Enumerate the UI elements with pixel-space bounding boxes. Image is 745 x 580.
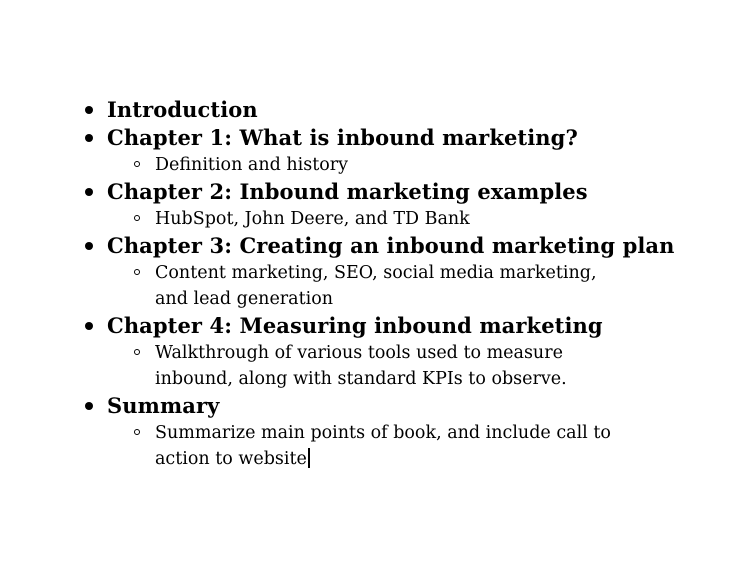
filled-circle-bullet-icon: [85, 134, 93, 142]
sub-outline-item[interactable]: [107, 206, 625, 232]
filled-circle-bullet-icon: [85, 188, 93, 196]
sub-outline-item[interactable]: [107, 260, 625, 312]
sub-outline-list: [107, 206, 682, 232]
sub-outline-list: [107, 340, 682, 392]
hollow-circle-bullet-icon: [134, 269, 140, 275]
outline-item-summary[interactable]: [82, 392, 682, 472]
sub-outline-list: [107, 152, 682, 178]
sub-outline-text: Definition and history: [155, 155, 349, 175]
filled-circle-bullet-icon: [85, 106, 93, 114]
sub-outline-text: Summarize main points of book, and include call to action to website: [155, 423, 611, 469]
sub-outline-text: Walkthrough of various tools used to measure inbound, along with standard KPIs to observe.: [155, 343, 567, 389]
sub-outline-text: Content marketing, SEO, social media marketing, and lead generation: [155, 263, 597, 309]
outline-item-chapter-3[interactable]: [82, 232, 682, 312]
outline-heading: Chapter 4: Measuring inbound marketing: [107, 313, 603, 338]
outline-item-chapter-4[interactable]: [82, 312, 682, 392]
hollow-circle-bullet-icon: [134, 161, 140, 167]
hollow-circle-bullet-icon: [134, 349, 140, 355]
outline-heading: Summary: [107, 393, 220, 418]
outline-heading: Chapter 2: Inbound marketing examples: [107, 179, 588, 204]
outline-heading: Chapter 3: Creating an inbound marketing plan: [107, 233, 675, 258]
outline-item-chapter-1[interactable]: [82, 124, 682, 178]
outline-heading: Chapter 1: What is inbound marketing?: [107, 125, 578, 150]
outline-item-chapter-2[interactable]: [82, 178, 682, 232]
sub-outline-item[interactable]: [107, 152, 625, 178]
outline-heading: Introduction: [107, 97, 258, 122]
sub-outline-list: [107, 420, 682, 472]
chapter-outline-list[interactable]: [82, 96, 682, 472]
filled-circle-bullet-icon: [85, 242, 93, 250]
sub-outline-item[interactable]: [107, 420, 625, 472]
sub-outline-text: HubSpot, John Deere, and TD Bank: [155, 209, 470, 229]
filled-circle-bullet-icon: [85, 322, 93, 330]
sub-outline-item[interactable]: [107, 340, 625, 392]
hollow-circle-bullet-icon: [134, 429, 140, 435]
hollow-circle-bullet-icon: [134, 215, 140, 221]
filled-circle-bullet-icon: [85, 402, 93, 410]
outline-item-introduction[interactable]: [82, 96, 682, 124]
text-cursor-icon: [308, 448, 310, 468]
sub-outline-list: [107, 260, 682, 312]
